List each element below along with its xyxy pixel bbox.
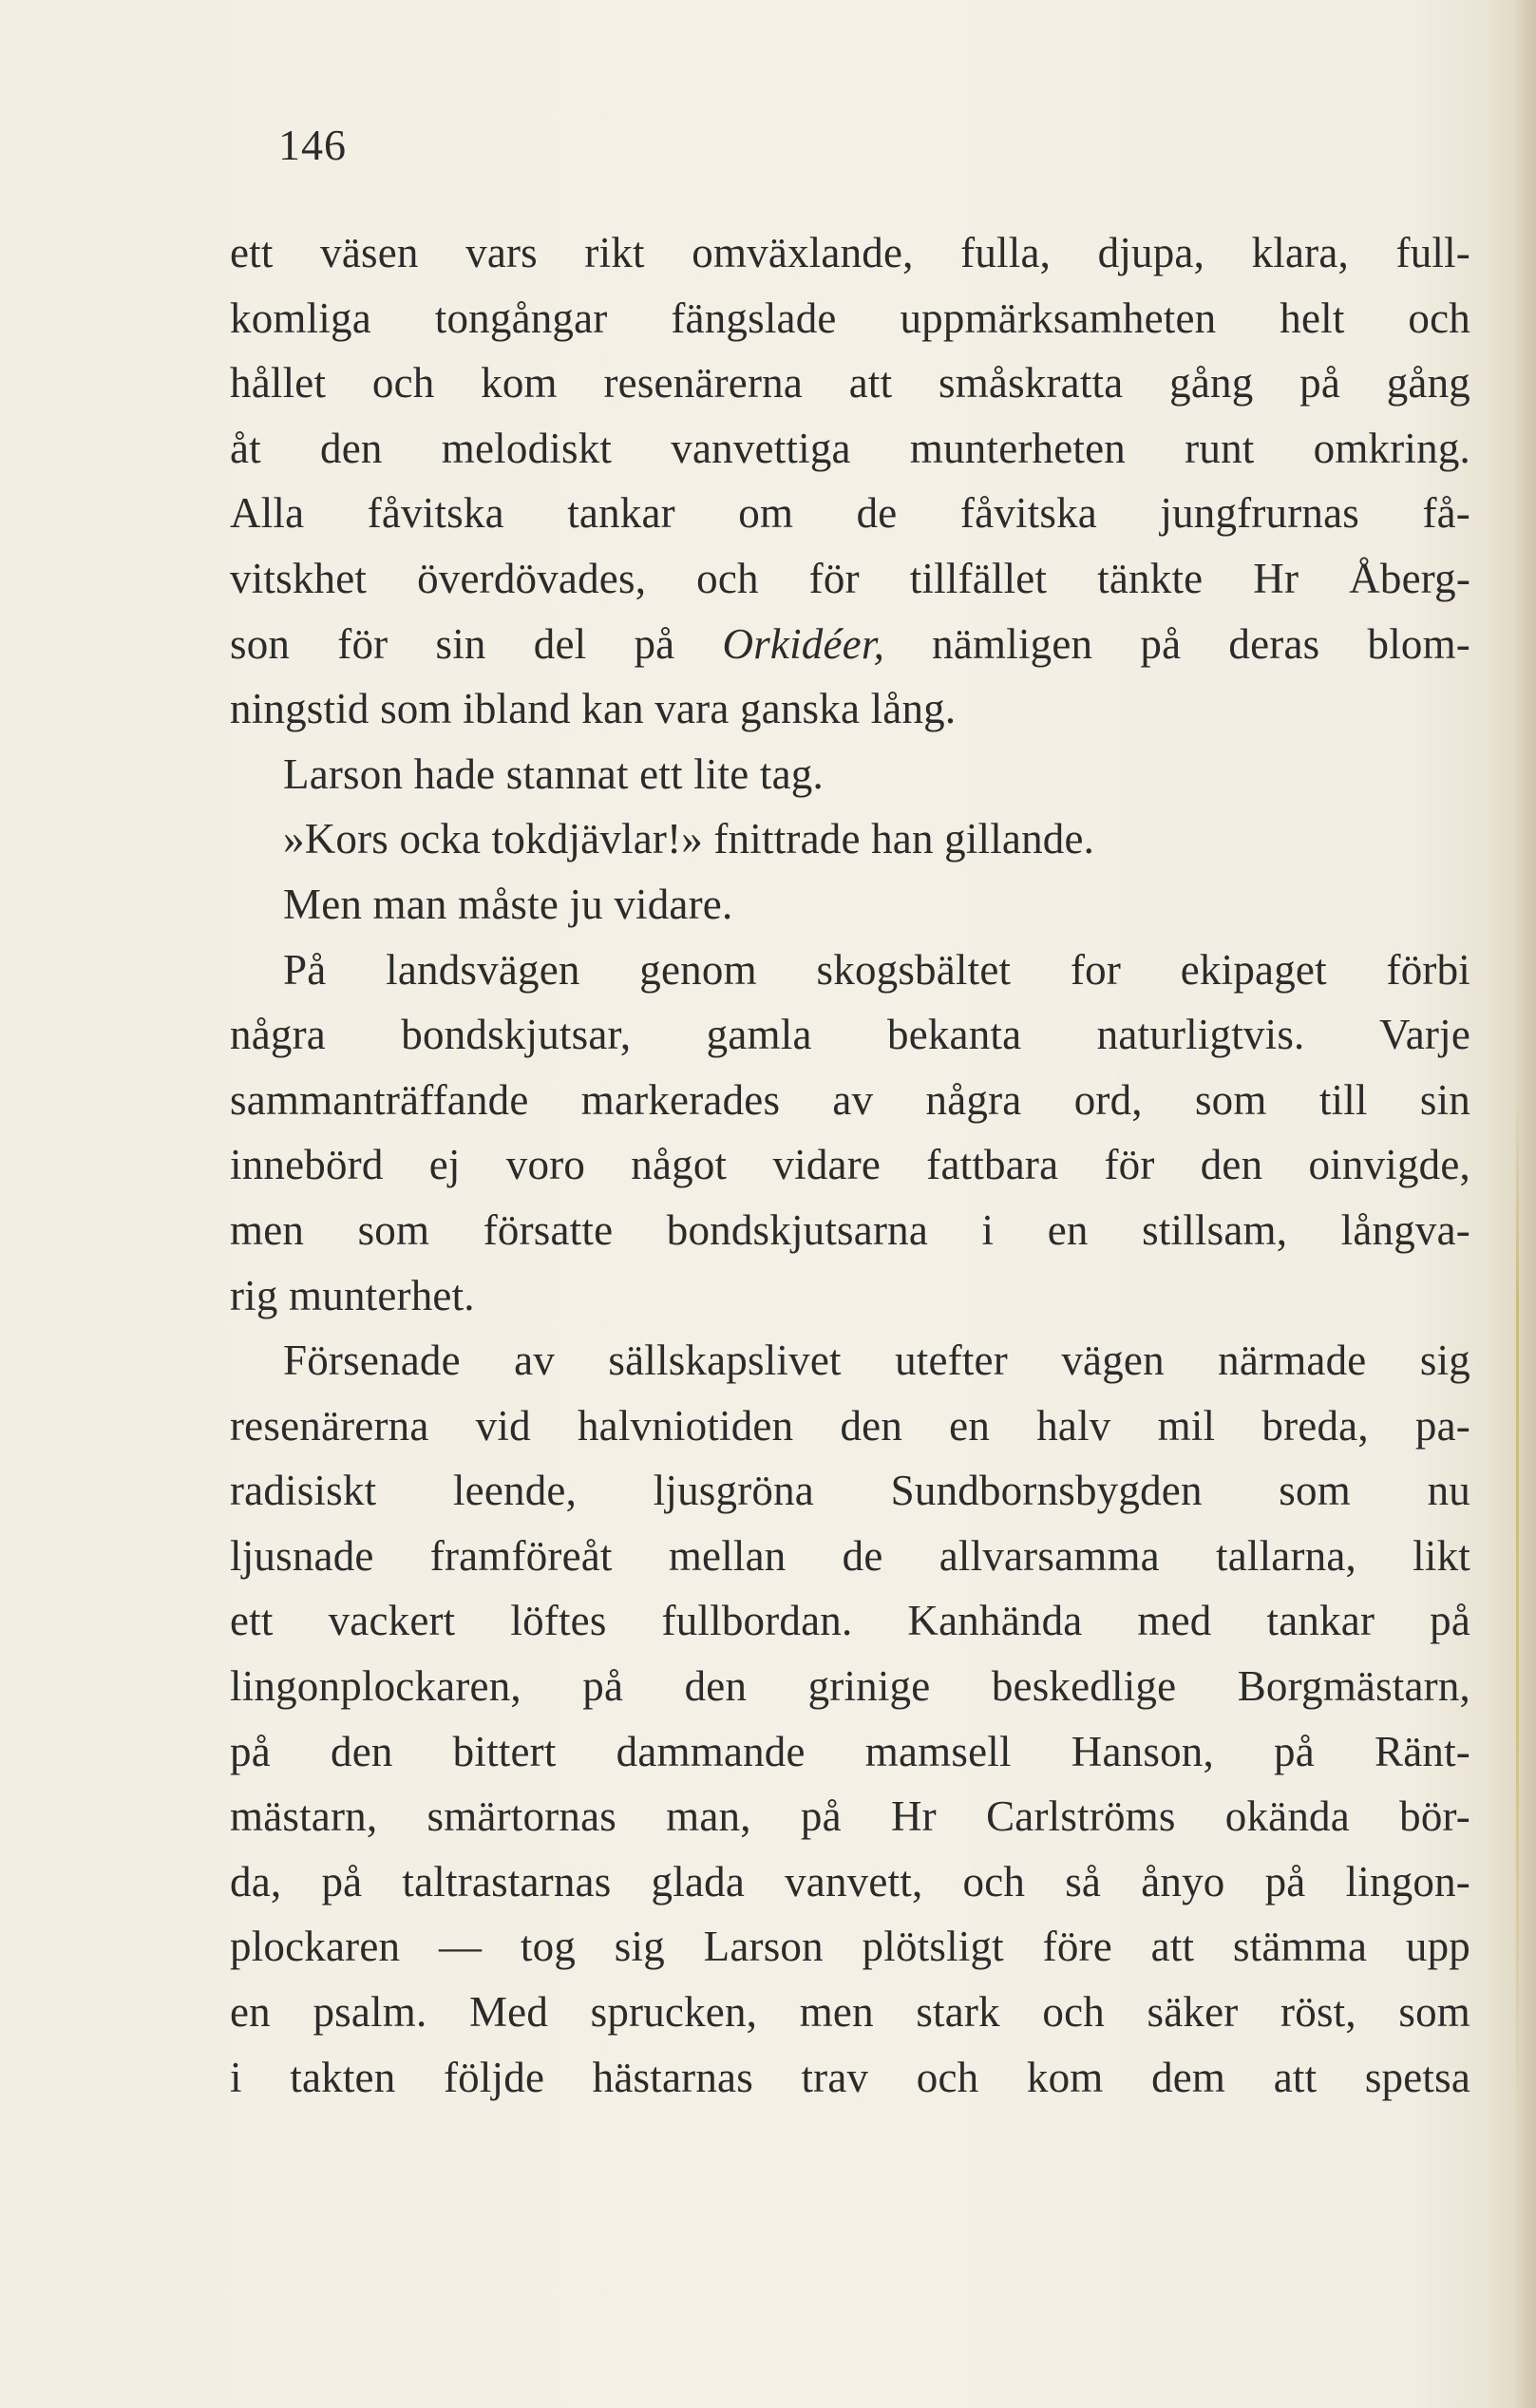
italic-word: Orkidéer, [722,619,885,668]
text-line: På landsvägen genom skogsbältet for ekipaget förbi [283,945,1470,994]
text-line: vitskhet överdövades, och för tillfället tänkte Hr Åberg- [230,554,1470,602]
page-edge-gilt [1516,1092,1519,2137]
text-line: åt den melodiskt vanvettiga munterheten runt omkring. [230,424,1470,472]
text-line: på den bittert dammande mamsell Hanson, på Ränt- [230,1727,1470,1775]
text-line: ett väsen vars rikt omväxlande, fulla, djupa, klara, full- [230,229,1470,276]
text-line: hållet och kom resenärerna att småskratta gång på gång [230,359,1470,408]
text-line: i takten följde hästarnas trav och kom dem att spetsa [230,2053,1470,2101]
text-line: sammanträffande markerades av några ord, som till sin [230,1075,1470,1124]
text-line: några bondskjutsar, gamla bekanta naturligtvis. Varje [230,1011,1470,1059]
text-line: rig munterhet. [230,1271,475,1319]
text-line [230,612,1470,677]
text-line: Alla fåvitska tankar om de fåvitska jungfrurnas få- [230,489,1470,538]
text-line: ljusnade framföreåt mellan de allvarsamma tallarna, likt [230,1531,1470,1580]
text-line: Larson hade stannat ett lite tag. [283,749,824,798]
text-line: Men man måste ju vidare. [283,880,733,928]
text-line: lingonplockaren, på den grinige beskedlige Borgmästarn, [230,1662,1470,1711]
text-line: mästarn, smärtornas man, på Hr Carlströms okända bör- [230,1792,1470,1841]
text-segment: nämligen på deras blom- [884,619,1470,668]
text-line: plockaren — tog sig Larson plötsligt före att stämma upp [230,1923,1470,1971]
page-number: 146 [278,121,347,169]
text-line: da, på taltrastarnas glada vanvett, och så ånyo på lingon- [230,1857,1470,1906]
text-line: Försenade av sällskapslivet utefter vägen närmade sig [283,1337,1470,1385]
text-line: en psalm. Med sprucken, men stark och säker röst, som [230,1988,1470,2037]
text-line: »Kors ocka tokdjävlar!» fnittrade han gillande. [283,815,1095,863]
text-line: men som försatte bondskjutsarna i en stillsam, långva- [230,1205,1470,1254]
page-edge-shadow [1504,0,1536,2408]
text-line: innebörd ej voro något vidare fattbara för den oinvigde, [230,1141,1470,1189]
text-line: resenärerna vid halvniotiden den en halv mil breda, pa- [230,1401,1470,1450]
text-segment: son för sin del på [230,619,723,668]
text-line: radisiskt leende, ljusgröna Sundbornsbygden som nu [230,1467,1470,1515]
text-line: ningstid som ibland kan vara ganska lång. [230,685,957,733]
text-line: komliga tongångar fängslade uppmärksamheten helt och [230,294,1470,342]
text-line: ett vackert löftes fullbordan. Kanhända med tankar på [230,1597,1470,1645]
body-text [230,220,1470,2110]
